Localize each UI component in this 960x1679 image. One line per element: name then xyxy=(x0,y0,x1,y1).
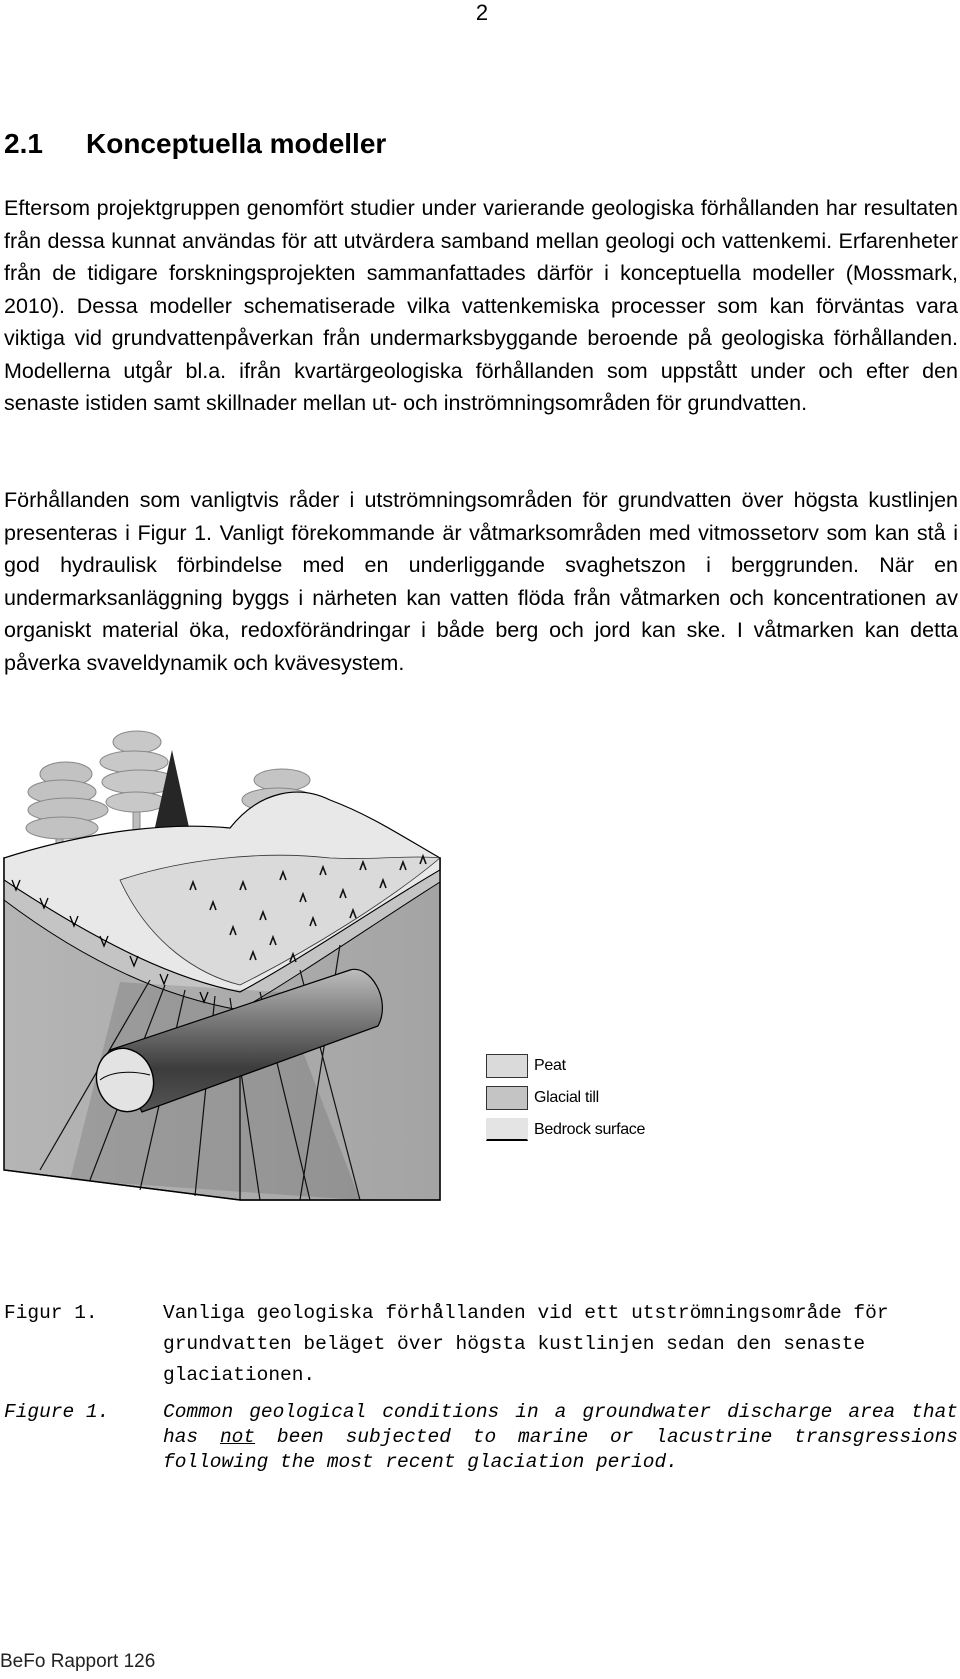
legend-item-peat xyxy=(482,1054,722,1086)
page-number: 2 xyxy=(475,0,489,25)
section-number: 2.1 xyxy=(4,128,43,159)
legend-item-glacial-till xyxy=(482,1086,722,1118)
glacial-till-swatch xyxy=(486,1086,528,1110)
caption-english-label: Figure 1. xyxy=(4,1401,110,1423)
caption-english-text-start: Common geological conditions in a groundwater discharge area that has xyxy=(163,1401,958,1448)
caption-english-emphasis: not xyxy=(219,1426,256,1448)
legend-item-bedrock-surface xyxy=(482,1118,722,1150)
peat-swatch xyxy=(486,1054,528,1078)
figure-legend xyxy=(482,1054,722,1150)
footer-report-label: BeFo Rapport 126 xyxy=(0,1651,156,1672)
caption-english-text xyxy=(163,1400,958,1475)
section-title: Konceptuella modeller xyxy=(86,128,387,159)
legend-label-peat: Peat xyxy=(534,1057,566,1074)
caption-swedish-text: Vanliga geologiska förhållanden vid ett utströmningsområde för grundvatten beläget över högsta kustlinjen sedan den senaste glaciationen. xyxy=(163,1302,889,1386)
paragraph-2: Förhållanden som vanligtvis råder i utströmningsområden för grundvatten över högsta kustlinjen presenteras i Figur 1. Vanligt förekommande är våtmarksområden med vitmossetorv som kan stå i god hydraulisk förbindelse med en underliggande svaghetszon i berggrunden. När en undermarksanläggning byggs i närheten kan vatten flöda från våtmarken och koncentrationen av organiskt material öka, redoxförändringar i både berg och jord kan ske. I våtmarken kan detta påverka svaveldynamik och kvävesystem. xyxy=(4,488,958,675)
bedrock-surface-swatch xyxy=(486,1118,528,1141)
paragraph-1: Eftersom projektgruppen genomfört studier under varierande geologiska förhållanden har resultaten från dessa kunnat användas för att utvärdera samband mellan geologi och vattenkemi. Erfarenheter från de tidigare forskningsprojekten sammanfattades därför i konceptuella modeller (Mossmark, 2010). Dessa modeller schematiserade vilka vattenkemiska processer som kan förväntas vara viktiga vid grundvattenpåverkan från undermarksbyggande beroende på geologiska förhållanden. Modellerna utgår bl.a. ifrån kvartärgeologiska förhållanden som uppstått under och efter den senaste istiden samt skillnader mellan ut- och inströmningsområden för grundvatten. xyxy=(4,196,958,415)
legend-label-bedrock-surface: Bedrock surface xyxy=(534,1121,646,1138)
caption-english-text-end: been subjected to marine or lacustrine transgressions following the most recent glaciation period. xyxy=(163,1426,959,1473)
caption-swedish-label: Figur 1. xyxy=(4,1302,98,1324)
legend-label-glacial-till: Glacial till xyxy=(534,1089,599,1106)
geological-block-diagram xyxy=(0,730,960,1290)
section-heading xyxy=(4,126,386,162)
